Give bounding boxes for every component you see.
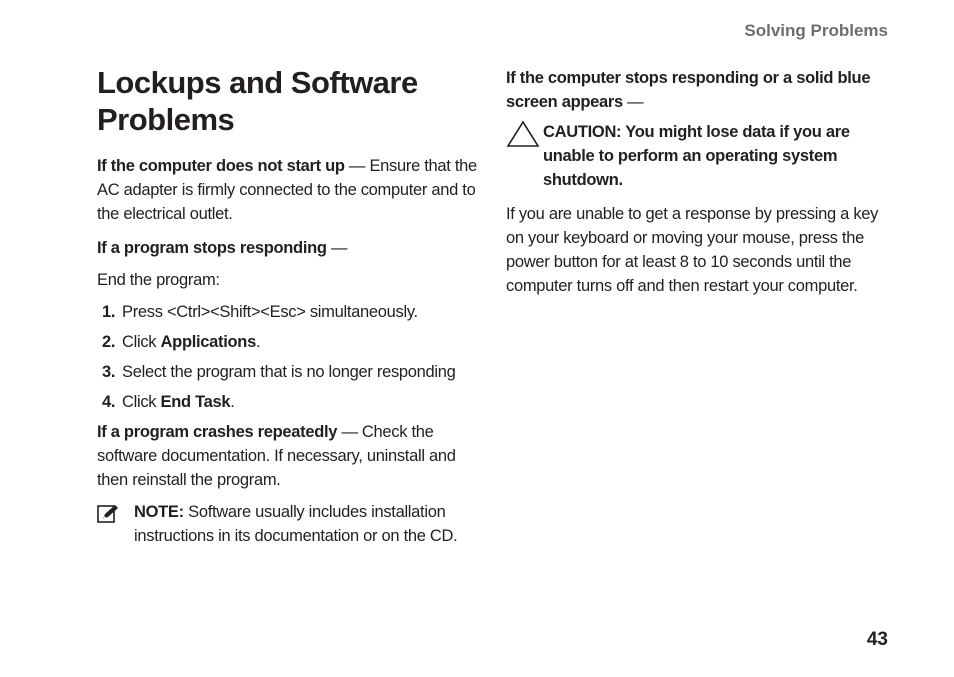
lead-stops-responding: If a program stops responding [97,239,327,257]
text-crashes-repeatedly: — Check the software documentation. If necessary, uninstall and then reinstall the program. [97,423,456,489]
step-text: Click End Task. [122,393,235,411]
lead-blue-screen: If the computer stops responding or a solid blue screen appears [506,69,871,111]
step-number: 3. [102,363,116,381]
note-pencil-icon [97,500,134,548]
caution-text: CAUTION: You might lose data if you are unable to perform an operating system shutdown. [543,123,850,189]
step-number: 4. [102,393,116,411]
caution-triangle-icon [506,120,543,192]
paragraph-stops-responding [97,236,477,260]
page-number: 43 [866,629,888,650]
list-item [97,300,477,324]
page-title: Lockups and Software Problems [97,65,418,137]
note-label: NOTE: [134,503,184,521]
paragraph-not-start-up [97,154,477,226]
steps-list [97,300,477,414]
lead-crashes-repeatedly: If a program crashes repeatedly [97,423,338,441]
lead-not-start-up: If the computer does not start up [97,157,345,175]
step-number: 1. [102,303,116,321]
heading-blue-screen: If the computer stops responding or a solid blue screen appears — [506,69,871,111]
left-column [97,64,477,548]
paragraph-crashes-repeatedly [97,420,477,492]
text-not-start-up: — Ensure that the AC adapter is firmly connected to the computer and to the electrical outlet. [97,157,477,223]
step-text: Select the program that is no longer responding [122,363,456,381]
paragraph-end-program: End the program: [97,271,220,289]
right-column [506,66,891,298]
step-text: Click Applications. [122,333,261,351]
step-text: Press <Ctrl><Shift><Esc> simultaneously. [122,303,418,321]
list-item [97,390,477,414]
list-item [97,330,477,354]
list-item [97,360,477,384]
caution-box [506,120,891,192]
step-number: 2. [102,333,116,351]
text-stops-responding: — [326,239,348,257]
note-box [97,500,477,548]
paragraph-power-button: If you are unable to get a response by pressing a key on your keyboard or moving your mouse, press the power button for at least 8 to 10 seconds until the computer turns off and then restart your computer. [506,205,879,295]
running-header: Solving Problems [744,21,888,40]
note-text: NOTE: Software usually includes installation instructions in its documentation or on the CD. [134,503,458,545]
